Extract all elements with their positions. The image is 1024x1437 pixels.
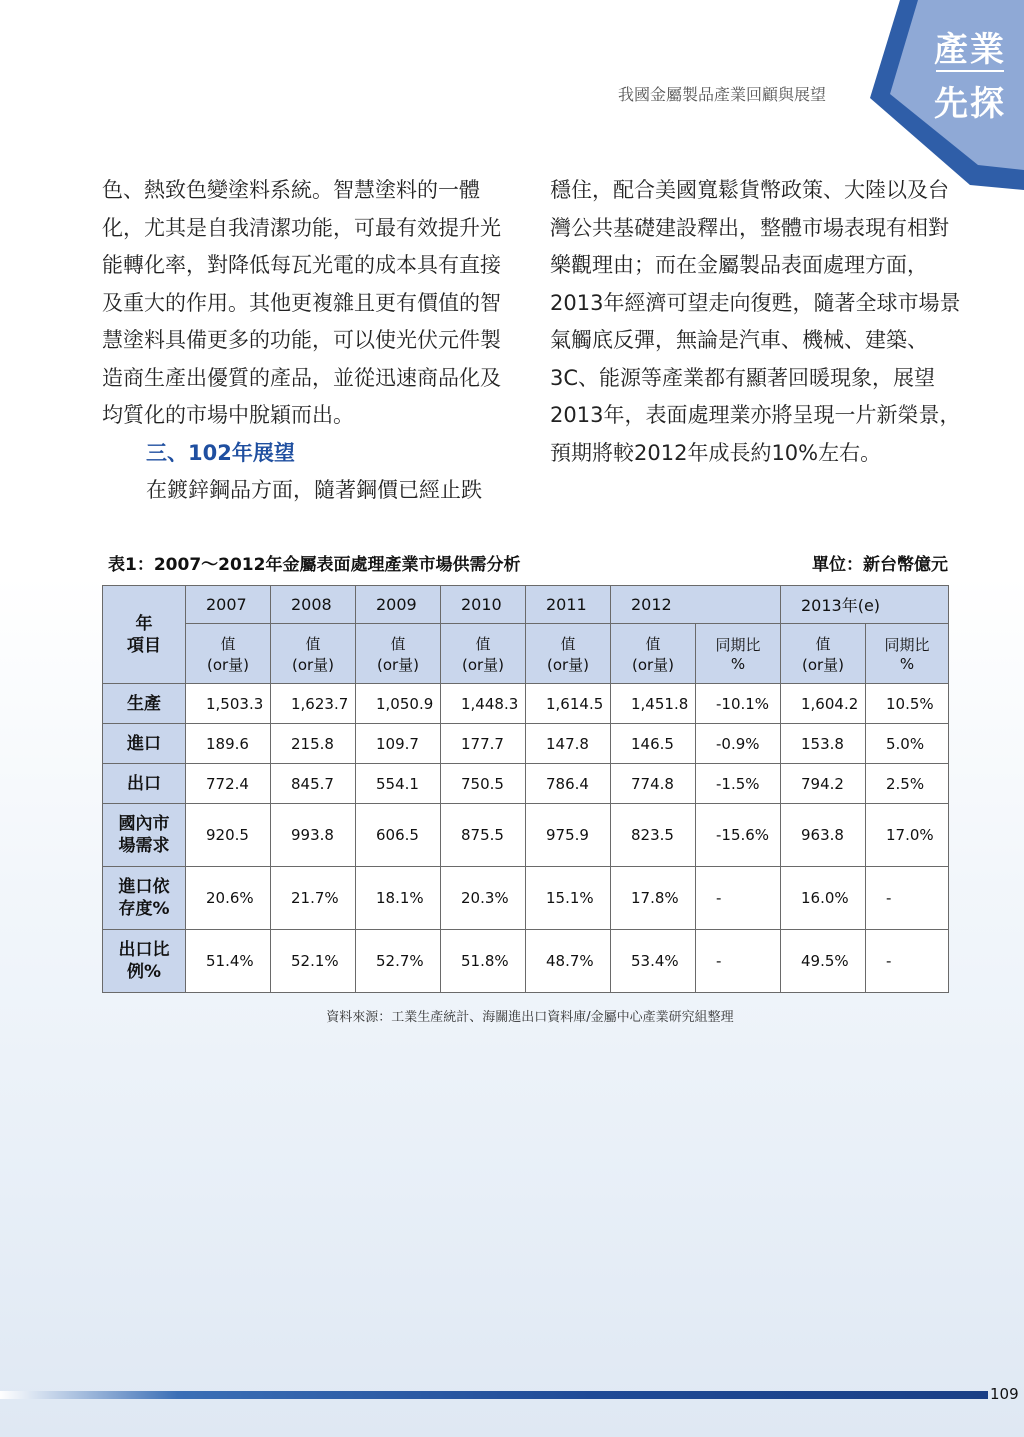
body-line: 均質化的市場中脫穎而出。 <box>102 403 354 427</box>
table-cell: 18.1% <box>356 867 441 930</box>
table-cell: 1,604.2 <box>781 684 866 724</box>
value-unit-label: (or量) <box>376 655 420 674</box>
value-label: 值 <box>645 634 661 653</box>
table-cell: - <box>696 930 781 993</box>
body-line: 化，尤其是自我清潔功能，可最有效提升光 <box>102 215 501 240</box>
yoy-label: 同期比 <box>715 636 761 654</box>
table-cell: 20.6% <box>186 867 271 930</box>
table-row <box>103 684 949 724</box>
table-cell: 774.8 <box>611 764 696 804</box>
year-header: 2011 <box>526 586 611 624</box>
yoy-unit-label: % <box>899 655 915 673</box>
table-cell: 2.5% <box>866 764 949 804</box>
value-header <box>781 624 866 684</box>
year-header: 2013年(e) <box>781 586 949 624</box>
value-unit-label: (or量) <box>291 655 335 674</box>
table-cell: 975.9 <box>526 804 611 867</box>
row-label: 生產 <box>103 684 186 724</box>
table-cell: 53.4% <box>611 930 696 993</box>
table-row <box>103 724 949 764</box>
table-cell: 1,614.5 <box>526 684 611 724</box>
body-line: 在鍍鋅鋼品方面，隨著鋼價已經止跌 <box>146 478 482 502</box>
body-line: 樂觀理由；而在金屬製品表面處理方面， <box>550 253 928 277</box>
table-cell: 15.1% <box>526 867 611 930</box>
table-cell: 750.5 <box>441 764 526 804</box>
row-label-line: 存度% <box>118 899 170 919</box>
table-cell: 17.8% <box>611 867 696 930</box>
yoy-unit-label: % <box>730 655 746 673</box>
table-cell: 177.7 <box>441 724 526 764</box>
table-cell: -15.6% <box>696 804 781 867</box>
value-unit-label: (or量) <box>461 655 505 674</box>
table-body <box>103 684 949 993</box>
table-cell: 17.0% <box>866 804 949 867</box>
value-label: 值 <box>390 634 406 653</box>
value-header <box>441 624 526 684</box>
row-label <box>103 930 186 993</box>
table-cell: 963.8 <box>781 804 866 867</box>
table-cell: 772.4 <box>186 764 271 804</box>
table-cell: 875.5 <box>441 804 526 867</box>
table-corner-header <box>103 586 186 684</box>
table-cell: 146.5 <box>611 724 696 764</box>
body-line: 氣觸底反彈，無論是汽車、機械、建築、 <box>550 328 928 352</box>
year-header: 2007 <box>186 586 271 624</box>
table-cell: 1,050.9 <box>356 684 441 724</box>
table-cell: 147.8 <box>526 724 611 764</box>
table-row <box>103 867 949 930</box>
yoy-header <box>866 624 949 684</box>
table-cell: 554.1 <box>356 764 441 804</box>
right-column <box>550 172 960 472</box>
value-label: 值 <box>305 634 321 653</box>
table-cell: - <box>866 930 949 993</box>
table-cell: 1,448.3 <box>441 684 526 724</box>
table-source-note: 資料來源：工業生產統計、海關進出口資料庫/金屬中心產業研究組整理 <box>326 1010 734 1025</box>
body-line: 及重大的作用。其他更複雜且更有價值的智 <box>102 290 501 315</box>
table-cell: 606.5 <box>356 804 441 867</box>
year-header: 2009 <box>356 586 441 624</box>
value-header <box>271 624 356 684</box>
body-line: 穩住，配合美國寬鬆貨幣政策、大陸以及台 <box>550 178 949 202</box>
year-header: 2010 <box>441 586 526 624</box>
row-label-line: 國內市 <box>118 814 170 834</box>
body-line: 預期將較2012年成長約10%左右。 <box>550 440 882 465</box>
value-header <box>526 624 611 684</box>
table-cell: 52.7% <box>356 930 441 993</box>
value-unit-label: (or量) <box>631 655 675 674</box>
table-cell: 189.6 <box>186 724 271 764</box>
table-cell: 1,623.7 <box>271 684 356 724</box>
table-row <box>103 930 949 993</box>
table-cell: 16.0% <box>781 867 866 930</box>
table-cell: 920.5 <box>186 804 271 867</box>
year-header: 2012 <box>611 586 781 624</box>
table-cell: 5.0% <box>866 724 949 764</box>
table-cell: 993.8 <box>271 804 356 867</box>
table-unit: 單位：新台幣億元 <box>812 555 948 575</box>
table-cell: - <box>696 867 781 930</box>
row-label-line: 場需求 <box>118 836 170 856</box>
table-cell: 845.7 <box>271 764 356 804</box>
value-label: 值 <box>815 634 831 653</box>
table-cell: 52.1% <box>271 930 356 993</box>
table-row <box>103 764 949 804</box>
table-cell: -0.9% <box>696 724 781 764</box>
value-label: 值 <box>220 634 236 653</box>
row-label: 進口 <box>103 724 186 764</box>
body-line: 色、熱致色變塗料系統。智慧塗料的一體 <box>102 178 480 202</box>
table-cell: -1.5% <box>696 764 781 804</box>
body-line: 造商生產出優質的產品，並從迅速商品化及 <box>102 365 501 390</box>
body-line: 3C、能源等產業都有顯著回暖現象，展望 <box>550 365 936 390</box>
value-label: 值 <box>560 634 576 653</box>
year-header: 2008 <box>271 586 356 624</box>
body-line: 灣公共基礎建設釋出，整體市場表現有相對 <box>550 215 949 240</box>
row-label-line: 出口比 <box>118 940 170 960</box>
page-number: 109 <box>990 1385 1019 1403</box>
table-cell: 10.5% <box>866 684 949 724</box>
section-badge-top: 產業 <box>934 30 1006 70</box>
value-label: 值 <box>475 634 491 653</box>
yoy-header <box>696 624 781 684</box>
body-line: 2013年經濟可望走向復甦，隨著全球市場景 <box>550 290 961 315</box>
row-label <box>103 867 186 930</box>
row-label: 出口 <box>103 764 186 804</box>
table-row <box>103 804 949 867</box>
running-title: 我國金屬製品產業回顧與展望 <box>617 85 826 104</box>
table-cell: 51.4% <box>186 930 271 993</box>
body-line: 慧塗料具備更多的功能，可以使光伏元件製 <box>102 328 501 352</box>
yoy-label: 同期比 <box>884 636 930 654</box>
table-cell: 823.5 <box>611 804 696 867</box>
left-column <box>102 172 512 510</box>
table-cell: 20.3% <box>441 867 526 930</box>
table-cell: 48.7% <box>526 930 611 993</box>
body-line: 2013年，表面處理業亦將呈現一片新榮景， <box>550 403 961 427</box>
footer-bar <box>0 1391 988 1399</box>
value-header <box>356 624 441 684</box>
value-header <box>611 624 696 684</box>
table-cell: -10.1% <box>696 684 781 724</box>
table-cell: 153.8 <box>781 724 866 764</box>
table-cell: 21.7% <box>271 867 356 930</box>
table-cell: 51.8% <box>441 930 526 993</box>
body-line: 能轉化率，對降低每瓦光電的成本具有直接 <box>102 253 501 277</box>
corner-item-label: 項目 <box>127 635 161 656</box>
table-cell: 786.4 <box>526 764 611 804</box>
table-cell: 109.7 <box>356 724 441 764</box>
table-cell: 794.2 <box>781 764 866 804</box>
table-cell: 1,503.3 <box>186 684 271 724</box>
table-cell: 1,451.8 <box>611 684 696 724</box>
corner-year-label: 年 <box>135 613 153 634</box>
value-unit-label: (or量) <box>546 655 590 674</box>
value-unit-label: (or量) <box>206 655 250 674</box>
badge-divider <box>936 70 1004 72</box>
table-cell: - <box>866 867 949 930</box>
value-header <box>186 624 271 684</box>
section-heading: 三、102年展望 <box>146 440 295 465</box>
row-label-line: 例% <box>126 962 162 982</box>
value-unit-label: (or量) <box>801 655 845 674</box>
table-cell: 49.5% <box>781 930 866 993</box>
table-cell: 215.8 <box>271 724 356 764</box>
table-caption: 表1：2007～2012年金屬表面處理產業市場供需分析 <box>108 555 521 575</box>
row-label-line: 進口依 <box>118 877 170 897</box>
market-supply-demand-table <box>102 585 949 993</box>
row-label <box>103 804 186 867</box>
section-badge-bottom: 先探 <box>934 84 1006 124</box>
